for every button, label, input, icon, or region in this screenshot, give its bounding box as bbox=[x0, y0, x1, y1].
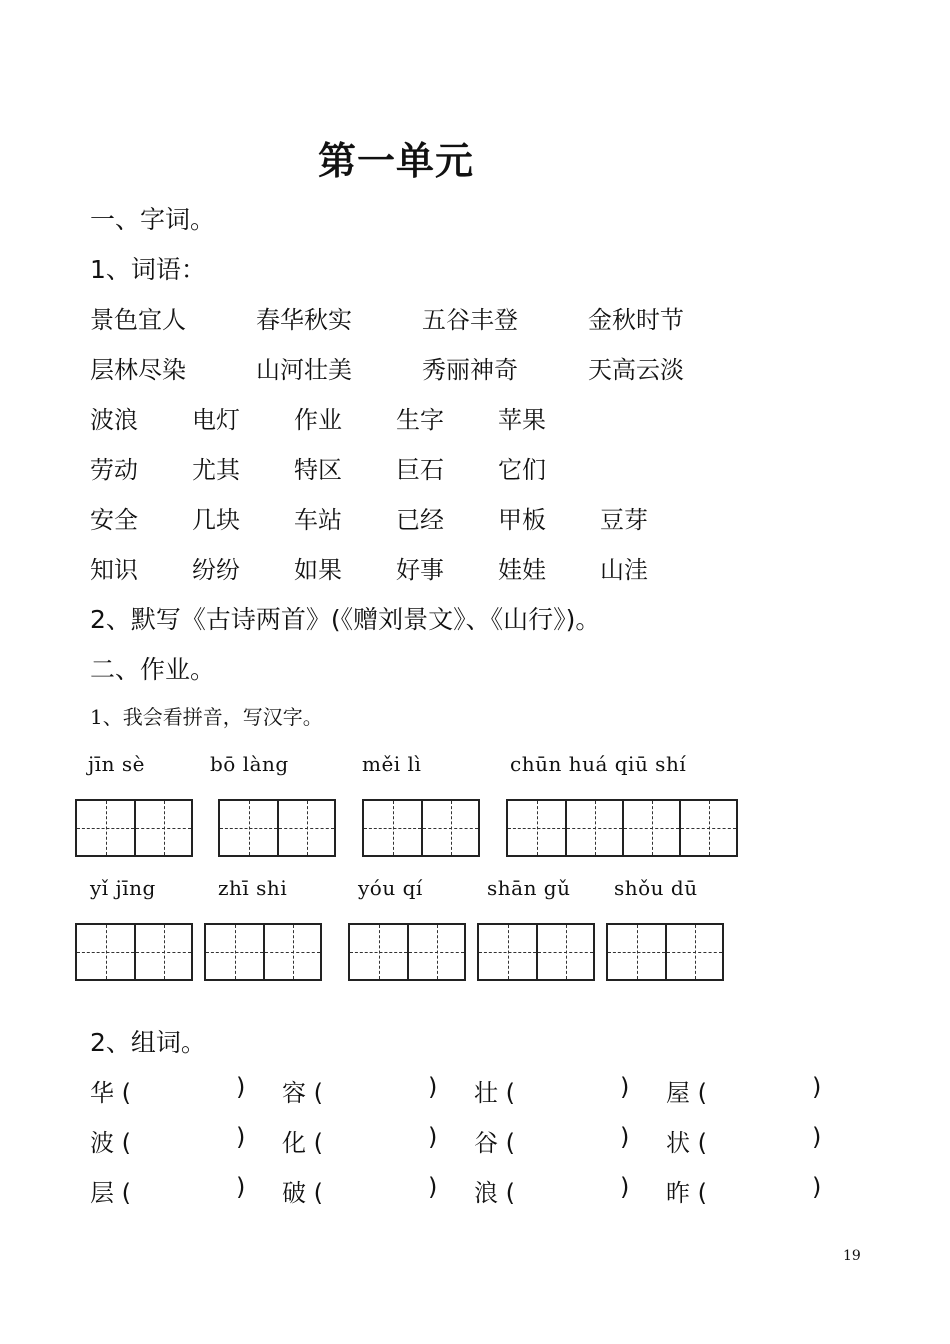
close-paren: ) bbox=[620, 1123, 630, 1151]
idiom: 春华秋实 bbox=[256, 306, 352, 334]
idiom: 景色宜人 bbox=[90, 306, 186, 334]
close-paren: ) bbox=[812, 1123, 822, 1151]
instruction-pinyin: 1、我会看拼音，写汉字。 bbox=[90, 705, 323, 729]
vocab-word: 波浪 bbox=[90, 406, 138, 434]
writing-cell[interactable] bbox=[565, 801, 622, 855]
vocab-word: 电灯 bbox=[192, 406, 240, 434]
writing-cell[interactable] bbox=[608, 925, 665, 979]
vocab-word: 山洼 bbox=[600, 556, 648, 584]
vocab-word: 豆芽 bbox=[600, 506, 648, 534]
vocab-word: 巨石 bbox=[396, 456, 444, 484]
writing-cell[interactable] bbox=[421, 801, 478, 855]
writing-grid[interactable] bbox=[348, 923, 466, 981]
close-paren: ) bbox=[620, 1073, 630, 1101]
word-build-prompt: 层 ( bbox=[90, 1179, 131, 1207]
word-build-prompt: 谷 ( bbox=[474, 1129, 515, 1157]
word-build-prompt: 壮 ( bbox=[474, 1079, 515, 1107]
close-paren: ) bbox=[428, 1173, 438, 1201]
vocab-word: 特区 bbox=[294, 456, 342, 484]
pinyin-label: shān gǔ bbox=[487, 876, 571, 900]
vocab-word: 作业 bbox=[294, 406, 342, 434]
vocab-word: 它们 bbox=[498, 456, 546, 484]
vocab-word: 劳动 bbox=[90, 456, 138, 484]
writing-grid[interactable] bbox=[606, 923, 724, 981]
subsection-vocabulary: 1、词语： bbox=[90, 255, 206, 284]
vocab-word: 车站 bbox=[294, 506, 342, 534]
vocab-word: 几块 bbox=[192, 506, 240, 534]
vocab-word: 如果 bbox=[294, 556, 342, 584]
word-build-prompt: 状 ( bbox=[666, 1129, 707, 1157]
vocab-word: 苹果 bbox=[498, 406, 546, 434]
vocab-word: 好事 bbox=[396, 556, 444, 584]
vocab-word: 纷纷 bbox=[192, 556, 240, 584]
word-build-prompt: 容 ( bbox=[282, 1079, 323, 1107]
page-number: 19 bbox=[843, 1248, 861, 1264]
close-paren: ) bbox=[620, 1173, 630, 1201]
writing-cell[interactable] bbox=[134, 801, 191, 855]
pinyin-label: měi lì bbox=[362, 752, 422, 776]
close-paren: ) bbox=[428, 1073, 438, 1101]
word-build-prompt: 昨 ( bbox=[666, 1179, 707, 1207]
writing-cell[interactable] bbox=[508, 801, 565, 855]
writing-cell[interactable] bbox=[407, 925, 464, 979]
word-build-prompt: 波 ( bbox=[90, 1129, 131, 1157]
writing-cell[interactable] bbox=[220, 801, 277, 855]
close-paren: ) bbox=[236, 1173, 246, 1201]
vocab-word: 娃娃 bbox=[498, 556, 546, 584]
writing-grid[interactable] bbox=[506, 799, 738, 857]
word-build-prompt: 破 ( bbox=[282, 1179, 323, 1207]
vocab-word: 尤其 bbox=[192, 456, 240, 484]
idiom: 五谷丰登 bbox=[422, 306, 518, 334]
idiom: 秀丽神奇 bbox=[422, 356, 518, 384]
section-heading-words: 一、字词。 bbox=[90, 205, 216, 234]
vocab-word: 安全 bbox=[90, 506, 138, 534]
writing-cell[interactable] bbox=[364, 801, 421, 855]
close-paren: ) bbox=[236, 1073, 246, 1101]
word-build-prompt: 屋 ( bbox=[666, 1079, 707, 1107]
pinyin-label: shǒu dū bbox=[614, 876, 698, 900]
writing-grid[interactable] bbox=[362, 799, 480, 857]
idiom: 金秋时节 bbox=[588, 306, 684, 334]
pinyin-label: yóu qí bbox=[358, 876, 423, 900]
idiom: 层林尽染 bbox=[90, 356, 186, 384]
writing-cell[interactable] bbox=[479, 925, 536, 979]
writing-cell[interactable] bbox=[350, 925, 407, 979]
pinyin-label: chūn huá qiū shí bbox=[510, 752, 687, 776]
writing-cell[interactable] bbox=[665, 925, 722, 979]
writing-grid[interactable] bbox=[477, 923, 595, 981]
vocab-word: 知识 bbox=[90, 556, 138, 584]
writing-grid[interactable] bbox=[75, 799, 193, 857]
idiom: 天高云淡 bbox=[588, 356, 684, 384]
vocab-word: 生字 bbox=[396, 406, 444, 434]
writing-cell[interactable] bbox=[77, 801, 134, 855]
writing-grid[interactable] bbox=[75, 923, 193, 981]
pinyin-label: yǐ jīng bbox=[90, 876, 156, 900]
writing-cell[interactable] bbox=[622, 801, 679, 855]
writing-cell[interactable] bbox=[263, 925, 320, 979]
writing-cell[interactable] bbox=[206, 925, 263, 979]
close-paren: ) bbox=[812, 1073, 822, 1101]
vocab-word: 甲板 bbox=[498, 506, 546, 534]
pinyin-label: jīn sè bbox=[88, 752, 145, 776]
writing-cell[interactable] bbox=[277, 801, 334, 855]
word-build-prompt: 华 ( bbox=[90, 1079, 131, 1107]
section-heading-homework: 二、作业。 bbox=[90, 655, 216, 684]
page-title: 第一单元 bbox=[318, 139, 475, 183]
word-build-prompt: 浪 ( bbox=[474, 1179, 515, 1207]
close-paren: ) bbox=[428, 1123, 438, 1151]
pinyin-label: zhī shi bbox=[218, 876, 288, 900]
word-build-prompt: 化 ( bbox=[282, 1129, 323, 1157]
idiom: 山河壮美 bbox=[256, 356, 352, 384]
close-paren: ) bbox=[812, 1173, 822, 1201]
writing-grid[interactable] bbox=[218, 799, 336, 857]
writing-cell[interactable] bbox=[679, 801, 736, 855]
writing-cell[interactable] bbox=[77, 925, 134, 979]
close-paren: ) bbox=[236, 1123, 246, 1151]
writing-cell[interactable] bbox=[134, 925, 191, 979]
pinyin-label: bō làng bbox=[210, 752, 289, 776]
writing-grid[interactable] bbox=[204, 923, 322, 981]
vocab-word: 已经 bbox=[396, 506, 444, 534]
writing-cell[interactable] bbox=[536, 925, 593, 979]
subsection-word-building: 2、组词。 bbox=[90, 1028, 206, 1057]
subsection-dictation: 2、默写《古诗两首》(《赠刘景文》、《山行》)。 bbox=[90, 605, 601, 634]
